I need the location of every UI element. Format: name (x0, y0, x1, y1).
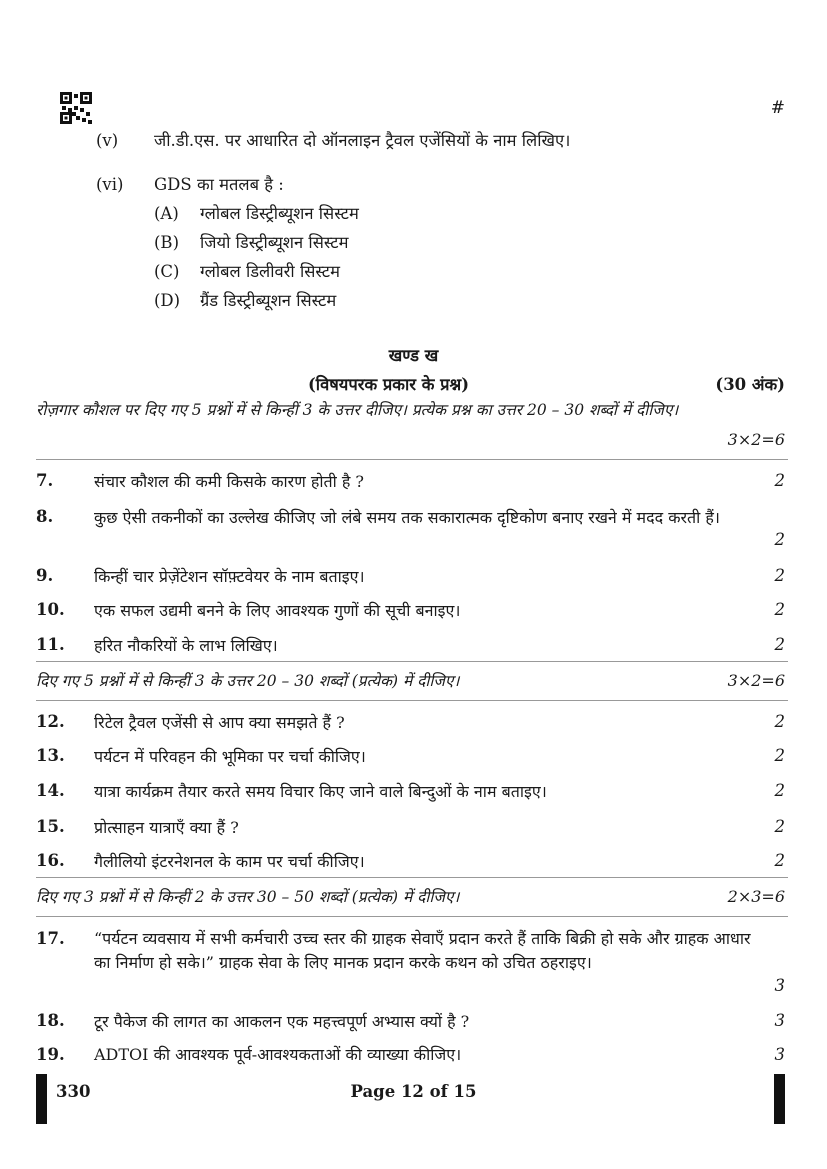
question-number: 18. (36, 1011, 65, 1030)
divider (36, 700, 788, 701)
sub-question-v (96, 128, 570, 151)
section-subtitle: (विषयपरक प्रकार के प्रश्न) (308, 375, 470, 394)
question-marks: 2 (774, 530, 785, 549)
question-number: 11. (36, 635, 65, 654)
option-text: ग्लोबल डिस्ट्रीब्यूशन सिस्टम (200, 204, 359, 223)
option-c (154, 259, 340, 282)
option-label: (B) (154, 233, 179, 252)
section-total-marks: (30 अंक) (715, 375, 785, 394)
question-number: 16. (36, 851, 65, 870)
qr-code-icon (60, 92, 92, 124)
option-label: (A) (154, 204, 179, 223)
instruction-3-marks: 2×3=6 (727, 887, 785, 906)
question-number: 9. (36, 566, 54, 585)
question-number: 14. (36, 781, 65, 800)
question-text: एक सफल उद्यमी बनने के लिए आवश्यक गुणों की सूची बनाइए। (94, 601, 461, 620)
question-number: 13. (36, 746, 65, 765)
divider (36, 661, 788, 662)
question-marks: 2 (774, 566, 785, 585)
page-hash-mark: # (770, 98, 785, 118)
question-text: टूर पैकेज की लागत का आकलन एक महत्त्वपूर्ण अभ्यास क्यों है ? (94, 1012, 470, 1031)
question-text: हरित नौकरियों के लाभ लिखिए। (94, 636, 278, 655)
question-marks: 2 (774, 746, 785, 765)
question-marks: 3 (774, 976, 785, 995)
divider (36, 916, 788, 917)
option-b (154, 230, 348, 253)
question-text: संचार कौशल की कमी किसके कारण होती है ? (94, 472, 365, 491)
option-label: (C) (154, 262, 180, 281)
sub-question-text: जी.डी.एस. पर आधारित दो ऑनलाइन ट्रैवल एजेंसियों के नाम लिखिए। (154, 131, 571, 150)
question-text: यात्रा कार्यक्रम तैयार करते समय विचार किए जाने वाले बिन्दुओं के नाम बताइए। (94, 782, 547, 801)
question-text: ADTOI की आवश्यक पूर्व-आवश्यकताओं की व्याख्या कीजिए। (94, 1045, 462, 1064)
question-text: कुछ ऐसी तकनीकों का उल्लेख कीजिए जो लंबे समय तक सकारात्मक दृष्टिकोण बनाए रखने में मदद करती हैं। (94, 508, 720, 527)
divider (36, 459, 788, 460)
sub-question-number: (vi) (96, 175, 124, 194)
option-label: (D) (154, 291, 181, 310)
question-text: किन्हीं चार प्रेज़ेंटेशन सॉफ़्टवेयर के नाम बताइए। (94, 567, 365, 586)
question-text: गैलीलियो इंटरनेशनल के काम पर चर्चा कीजिए। (94, 852, 365, 871)
question-number: 7. (36, 471, 54, 490)
question-marks: 2 (774, 851, 785, 870)
footer-subject-code: 330 (56, 1082, 91, 1101)
question-text: रिटेल ट्रैवल एजेंसी से आप क्या समझते हैं ? (94, 713, 345, 732)
question-text: प्रोत्साहन यात्राएँ क्या हैं ? (94, 818, 239, 837)
question-text: “पर्यटन व्यवसाय में सभी कर्मचारी उच्च स्तर की ग्राहक सेवाएँ प्रदान करते हैं ताकि बिक्री हो सके और ग्राहक आधार का निर्माण हो सके।” ग्राहक सेवा के लिए मानक प्रदान करके कथन को उचित ठहराइए। (94, 929, 751, 972)
divider (36, 877, 788, 878)
question-text: पर्यटन में परिवहन की भूमिका पर चर्चा कीजिए। (94, 747, 366, 766)
question-marks: 2 (774, 817, 785, 836)
question-number: 12. (36, 712, 65, 731)
footer-bar-right (774, 1074, 785, 1124)
option-d (154, 288, 336, 311)
question-marks: 2 (774, 781, 785, 800)
question-marks: 2 (774, 600, 785, 619)
question-number: 17. (36, 929, 65, 948)
sub-question-text: GDS का मतलब है : (154, 175, 284, 194)
instruction-1-marks: 3×2=6 (727, 430, 785, 449)
sub-question-number: (v) (96, 131, 119, 150)
footer-page-number: Page 12 of 15 (350, 1082, 477, 1101)
question-number: 15. (36, 817, 65, 836)
question-number: 19. (36, 1045, 65, 1064)
question-marks: 2 (774, 712, 785, 731)
question-marks: 3 (774, 1011, 785, 1030)
instruction-1: रोज़गार कौशल पर दिए गए 5 प्रश्नों में से किन्हीं 3 के उत्तर दीजिए। प्रत्येक प्रश्न का उत्तर 20 – 30 शब्दों में दीजिए। (36, 401, 679, 419)
option-a (154, 201, 359, 224)
instruction-3: दिए गए 3 प्रश्नों में से किन्हीं 2 के उत्तर 30 – 50 शब्दों (प्रत्येक) में दीजिए। (36, 888, 460, 906)
option-text: ग्रैंड डिस्ट्रीब्यूशन सिस्टम (200, 291, 337, 310)
option-text: ग्लोबल डिलीवरी सिस्टम (200, 262, 340, 281)
option-text: जियो डिस्ट्रीब्यूशन सिस्टम (200, 233, 349, 252)
sub-question-vi (96, 172, 284, 195)
section-title: खण्ड ख (388, 346, 439, 365)
question-marks: 2 (774, 635, 785, 654)
instruction-2-marks: 3×2=6 (727, 671, 785, 690)
instruction-2: दिए गए 5 प्रश्नों में से किन्हीं 3 के उत्तर 20 – 30 शब्दों (प्रत्येक) में दीजिए। (36, 672, 460, 690)
question-marks: 2 (774, 471, 785, 490)
question-number: 10. (36, 600, 65, 619)
question-marks: 3 (774, 1045, 785, 1064)
question-number: 8. (36, 507, 54, 526)
